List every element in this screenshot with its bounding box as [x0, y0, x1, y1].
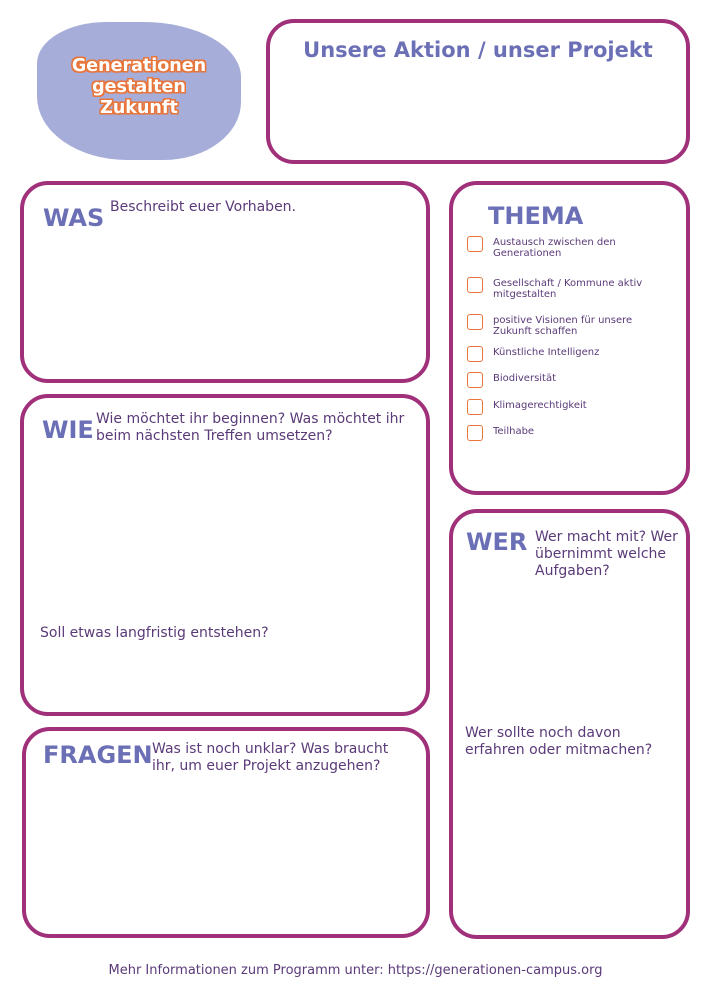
footer-info: Mehr Informationen zum Programm unter: https://generationen-campus.org	[108, 963, 603, 978]
checkbox-icon[interactable]	[467, 372, 483, 388]
wie-heading: WIE	[42, 416, 94, 444]
logo-line-1: Generationen	[71, 56, 207, 76]
checkbox-icon[interactable]	[467, 399, 483, 415]
wie-prompt: Wie möchtet ihr beginnen? Was möchtet ihr beim nächsten Treffen umsetzen?	[96, 411, 405, 444]
thema-heading: THEMA	[488, 202, 584, 230]
logo-line-2: gestalten	[92, 77, 186, 97]
wie-prompt-longterm: Soll etwas langfristig entstehen?	[40, 625, 269, 641]
checkbox-icon[interactable]	[467, 236, 483, 252]
thema-label: Gesellschaft / Kommune aktiv mitgestalten	[493, 278, 643, 300]
wer-prompt-inform: Wer sollte noch davon erfahren oder mitmachen?	[465, 725, 653, 758]
thema-label: Künstliche Intelligenz	[493, 347, 600, 358]
thema-label: Biodiversität	[493, 373, 557, 384]
fragen-heading: FRAGEN	[43, 741, 153, 769]
was-prompt: Beschreibt euer Vorhaben.	[110, 199, 297, 215]
thema-label: positive Visionen für unsere Zukunft schaffen	[493, 315, 633, 337]
wer-prompt: Wer macht mit? Wer übernimmt welche Aufgaben?	[535, 529, 678, 579]
logo	[37, 56, 241, 119]
logo-line-3: Zukunft	[100, 98, 178, 118]
wer-heading: WER	[466, 528, 528, 556]
project-title: Unsere Aktion / unser Projekt	[303, 38, 653, 62]
was-heading: WAS	[43, 204, 105, 232]
checkbox-icon[interactable]	[467, 346, 483, 362]
fragen-prompt: Was ist noch unklar? Was braucht ihr, um euer Projekt anzugehen?	[152, 741, 389, 774]
thema-label: Austausch zwischen den Generationen	[493, 237, 616, 259]
checkbox-icon[interactable]	[467, 314, 483, 330]
checkbox-icon[interactable]	[467, 425, 483, 441]
checkbox-icon[interactable]	[467, 277, 483, 293]
thema-label: Klimagerechtigkeit	[493, 400, 587, 411]
thema-label: Teilhabe	[493, 426, 535, 437]
